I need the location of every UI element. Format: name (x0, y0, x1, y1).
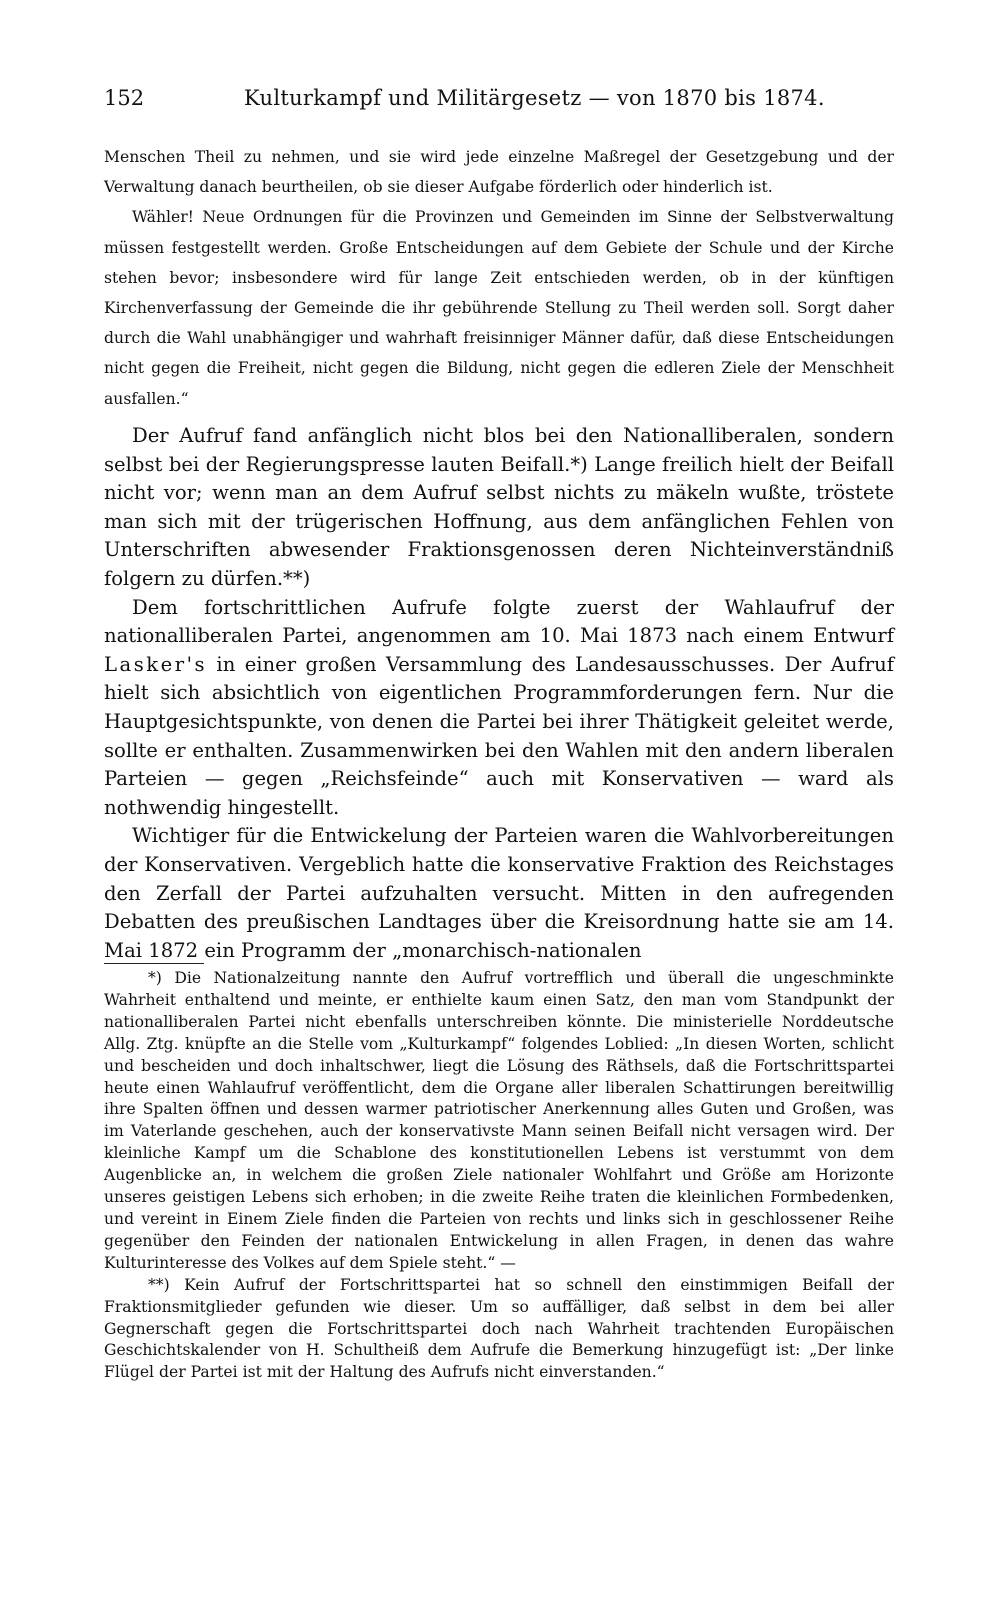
body-text-segment: in einer großen Versammlung des Landesausschusses. Der Aufruf hielt sich absichtlich von eigentlichen Programmforderungen fern. Nur die Hauptgesichtspunkte, von denen die Partei bei ihrer Thätigkeit geleitet werde, sollte er enthalten. Zusammenwirken bei den Wahlen mit den andern liberalen Parteien — gegen „Reichsfeinde“ auch mit Konservativen — ward als nothwendig hingestellt. (104, 652, 894, 819)
body-paragraph (104, 594, 894, 823)
body-paragraph: Der Aufruf fand anfänglich nicht blos bei den Nationalliberalen, sondern selbst bei der Regierungspresse lauten Beifall.*) Lange freilich hielt der Beifall nicht vor; wenn man an dem Aufruf selbst nichts zu mäkeln wußte, tröstete man sich mit der trügerischen Hoffnung, aus dem anfänglichen Fehlen von Unterschriften abwesender Fraktionsgenossen deren Nichteinverständniß folgern zu dürfen.**) (104, 424, 894, 590)
quoted-appeal-continuation (104, 142, 894, 414)
footnote-divider (104, 963, 204, 964)
footnote: **) Kein Aufruf der Fortschrittspartei hat so schnell den einstimmigen Beifall der Fraktionsmitglieder gefunden wie dieser. Um so auffälliger, daß selbst in dem bei aller Gegnerschaft gegen die Fortschrittspartei doch nach Wahrheit trachtenden Europäischen Geschichtskalender von H. Schultheiß dem Aufrufe die Bemerkung hinzugefügt ist: „Der linke Flügel der Partei ist mit der Haltung des Aufrufs nicht einverstanden.“ (104, 1275, 894, 1382)
page-number: 152 (104, 86, 145, 110)
quote-paragraph: Wähler! Neue Ordnungen für die Provinzen und Gemeinden im Sinne der Selbstverwaltung müssen festgestellt werden. Große Entscheidungen auf dem Gebiete der Schule und der Kirche stehen bevor; insbesondere wird für lange Zeit entschieden werden, ob in der künftigen Kirchenverfassung der Gemeinde die ihr gebührende Stellung zu Theil werden soll. Sorgt daher durch die Wahl unabhängiger und wahrhaft freisinniger Männer dafür, daß diese Entscheidungen nicht gegen die Freiheit, nicht gegen die Bildung, nicht gegen die edleren Ziele der Menschheit ausfallen.“ (104, 208, 894, 408)
body-text-segment: Dem fortschrittlichen Aufrufe folgte zuerst der Wahlaufruf der nationalliberalen Partei, angenommen am 10. Mai 1873 nach einem Entwurf (104, 595, 894, 648)
page-header (104, 86, 894, 122)
body-paragraph: Wichtiger für die Entwickelung der Parteien waren die Wahlvorbereitungen der Konservativen. Vergeblich hatte die konservative Fraktion des Reichstages den Zerfall der Partei aufzuhalten versucht. Mitten in den aufregenden Debatten des preußischen Landtages über die Kreisordnung hatte sie am 14. Mai 1872 ein Programm der „monarchisch-nationalen (104, 824, 894, 962)
quote-paragraph: Menschen Theil zu nehmen, und sie wird jede einzelne Maßregel der Gesetzgebung und der Verwaltung danach beurtheilen, ob sie dieser Aufgabe förderlich oder hinderlich ist. (104, 148, 894, 197)
spaced-name: Lasker's (104, 652, 208, 676)
main-body-text (104, 422, 894, 965)
running-head: Kulturkampf und Militärgesetz — von 1870 bis 1874. (244, 86, 825, 110)
footnotes (104, 968, 894, 1384)
footnote: *) Die Nationalzeitung nannte den Aufruf vortrefflich und überall die ungeschminkte Wahrheit enthaltend und meinte, er enthielte kaum einen Satz, den man vom Standpunkt der nationalliberalen Partei nicht ebenfalls unterschreiben könnte. Die ministerielle Norddeutsche Allg. Ztg. knüpfte an die Stelle vom „Kulturkampf“ folgendes Loblied: „In diesen Worten, schlicht und bescheiden und doch inhaltschwer, liegt die Lösung des Räthsels, daß die Fortschrittspartei heute einen Wahlaufruf veröffentlicht, dem die Organe aller liberalen Schattirungen bereitwillig ihre Spalten öffnen und dessen warmer patriotischer Anerkennung alles Guten und Großen, was im Vaterlande geschehen, auch der konservativste Mann seinen Beifall nicht versagen wird. Der kleinliche Kampf um die Schablone des konstitutionellen Lebens ist verstummt von dem Augenblicke an, in welchem die großen Ziele nationaler Wohlfahrt und Größe am Horizonte unseres geistigen Lebens sich erhoben; in die zweite Reihe traten die kleinlichen Formbedenken, und vereint in Einem Ziele finden die Parteien von rechts und links sich in geschlossener Reihe gegenüber den Feinden der nationalen Entwickelung in allen Fragen, in denen das wahre Kulturinteresse des Volkes auf dem Spiele steht.“ — (104, 969, 894, 1272)
